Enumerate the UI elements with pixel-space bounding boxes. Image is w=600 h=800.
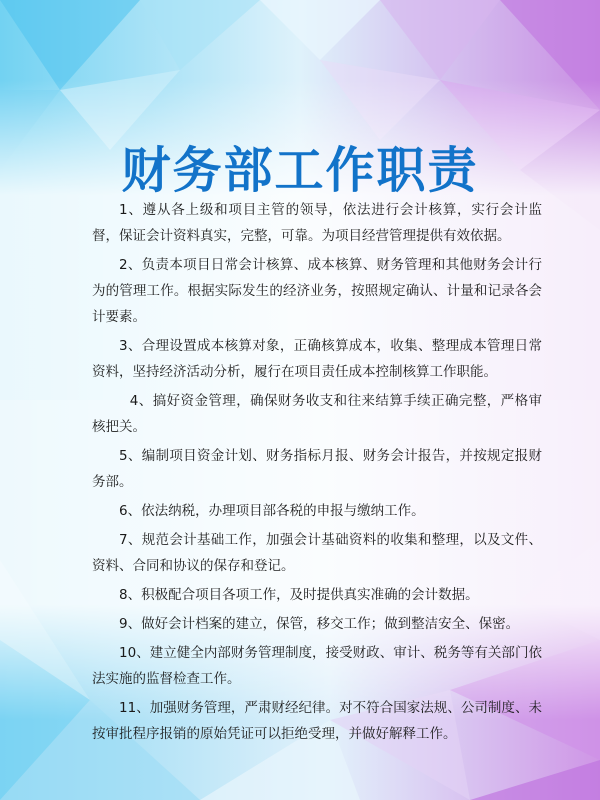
- duty-item: 10、建立健全内部财务管理制度，接受财政、审计、税务等有关部门依法实施的监督检查工作。: [92, 645, 542, 687]
- duty-item: 9、做好会计档案的建立，保管，移交工作；做到整洁安全、保密。: [119, 616, 520, 632]
- duty-item: 7、规范会计基础工作，加强会计基础资料的收集和整理，以及文件、资料、合同和协议的保存和登记。: [92, 532, 542, 574]
- duty-item: 1、遵从各上级和项目主管的领导，依法进行会计核算，实行会计监督，保证会计资料真实，完整，可靠。为项目经营管理提供有效依据。: [92, 202, 542, 244]
- duty-item: 11、加强财务管理，严肃财经纪律。对不符合国家法规、公司制度、未按审批程序报销的原始凭证可以拒绝受理，并做好解释工作。: [92, 700, 542, 742]
- duty-item: 2、负责本项目日常会计核算、成本核算、财务管理和其他财务会计行为的管理工作。根据实际发生的经济业务，按照规定确认、计量和记录各会计要素。: [92, 257, 542, 325]
- duty-item: 8、积极配合项目各项工作，及时提供真实准确的会计数据。: [119, 587, 479, 603]
- duty-item: 3、合理设置成本核算对象，正确核算成本，收集、整理成本管理日常资料，坚持经济活动分析，履行在项目责任成本控制核算工作职能。: [92, 338, 542, 380]
- page-title: 财务部工作职责: [121, 141, 479, 199]
- duty-item: 4、搞好资金管理，确保财务收支和往来结算手续正确完整，严格审核把关。: [92, 393, 542, 435]
- duty-list: [92, 197, 542, 750]
- duty-item: 6、依法纳税，办理项目部各税的申报与缴纳工作。: [119, 503, 425, 519]
- duty-item: 5、编制项目资金计划、财务指标月报、财务会计报告，并按规定报财务部。: [92, 448, 542, 490]
